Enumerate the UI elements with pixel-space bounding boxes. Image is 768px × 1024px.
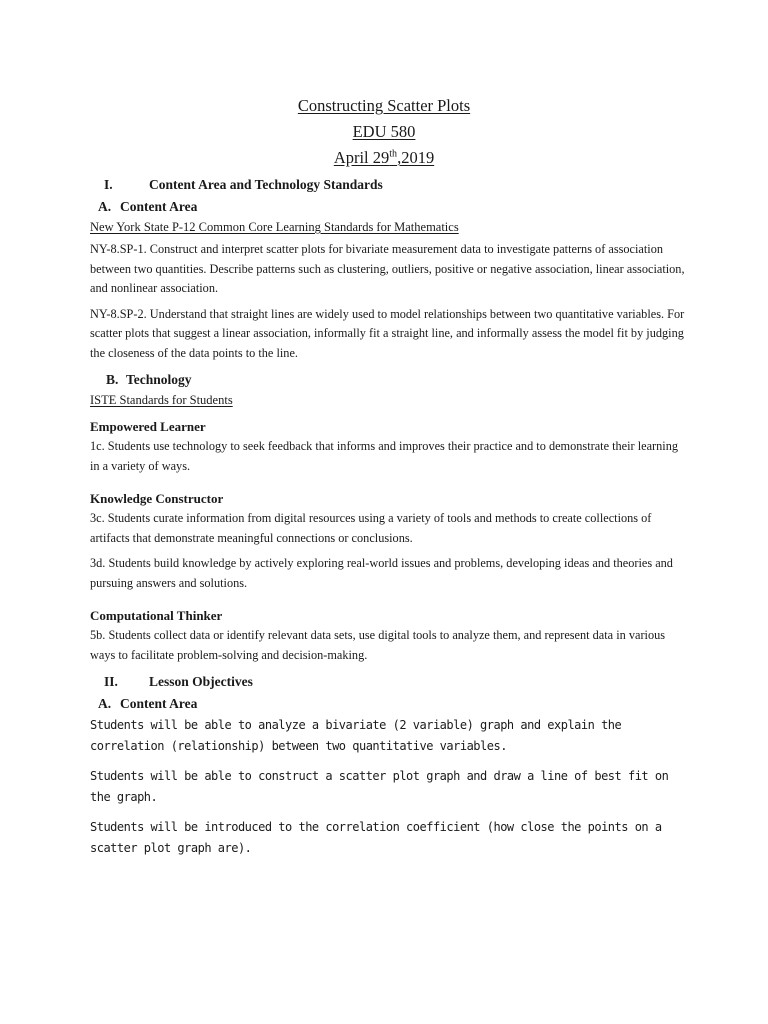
objective-3: Students will be introduced to the correlation coefficient (how close the points on a scatter plot graph are). <box>90 820 662 855</box>
nys-standards-link[interactable]: New York State P-12 Common Core Learning Standards for Mathematics <box>90 220 459 234</box>
section-1a-title: Content Area <box>120 199 198 214</box>
section-1-title: Content Area and Technology Standards <box>149 177 383 192</box>
section-1a-heading <box>90 198 690 216</box>
standard-ny-8-sp-1: NY-8.SP-1. Construct and interpret scatter plots for bivariate measurement data to investigate patterns of association between two quantities. Describe patterns such as clustering, outliers, positive or negative association, linear association, and nonlinear association. <box>90 242 685 295</box>
iste-standards-link[interactable]: ISTE Standards for Students <box>90 393 233 407</box>
standard-1c: 1c. Students use technology to seek feedback that informs and improves their practice and to demonstrate their learning in a variety of ways. <box>90 439 679 473</box>
document-date <box>0 145 768 171</box>
document-body <box>90 176 690 868</box>
group-computational-thinker: Computational Thinker <box>90 608 223 623</box>
objective-1: Students will be able to analyze a bivariate (2 variable) graph and explain the correlation (relationship) between two quantitative variables. <box>90 718 622 753</box>
section-2a-title: Content Area <box>120 696 198 711</box>
section-2a-number: A. <box>98 696 112 711</box>
document-title: Constructing Scatter Plots <box>297 96 471 115</box>
section-1b-number: B. <box>106 372 119 387</box>
group-knowledge-constructor: Knowledge Constructor <box>90 491 224 506</box>
standard-3c: 3c. Students curate information from digital resources using a variety of tools and methods to create collections of artifacts that demonstrate meaningful connections or conclusions. <box>90 511 652 545</box>
standard-ny-8-sp-2: NY-8.SP-2. Understand that straight lines are widely used to model relationships between two quantitative variables. For scatter plots that suggest a linear association, informally fit a straight line, and informally assess the model fit by judging the closeness of the data points to the line. <box>90 306 685 360</box>
section-2-heading <box>90 673 690 691</box>
section-1-number: I. <box>104 177 113 192</box>
group-empowered-learner: Empowered Learner <box>90 419 206 434</box>
standard-5b: 5b. Students collect data or identify relevant data sets, use digital tools to analyze them, and represent data in various ways to facilitate problem-solving and decision-making. <box>90 628 666 662</box>
objective-2: Students will be able to construct a scatter plot graph and draw a line of best fit on the graph. <box>90 769 669 804</box>
section-1a-number: A. <box>98 199 112 214</box>
section-2-title: Lesson Objectives <box>149 674 253 689</box>
section-1b-title: Technology <box>126 372 192 387</box>
section-1b-heading <box>90 371 690 389</box>
course-code: EDU 580 <box>352 122 416 141</box>
date-superscript: th <box>389 148 398 160</box>
section-2a-heading <box>90 695 690 713</box>
date-main: April 29 <box>333 148 390 167</box>
section-2-number: II. <box>104 674 118 689</box>
section-1-heading <box>90 176 690 194</box>
standard-3d: 3d. Students build knowledge by actively exploring real-world issues and problems, developing ideas and theories and pursuing answers and solutions. <box>90 556 673 590</box>
title-block <box>0 93 768 171</box>
date-year: ,2019 <box>397 148 435 167</box>
